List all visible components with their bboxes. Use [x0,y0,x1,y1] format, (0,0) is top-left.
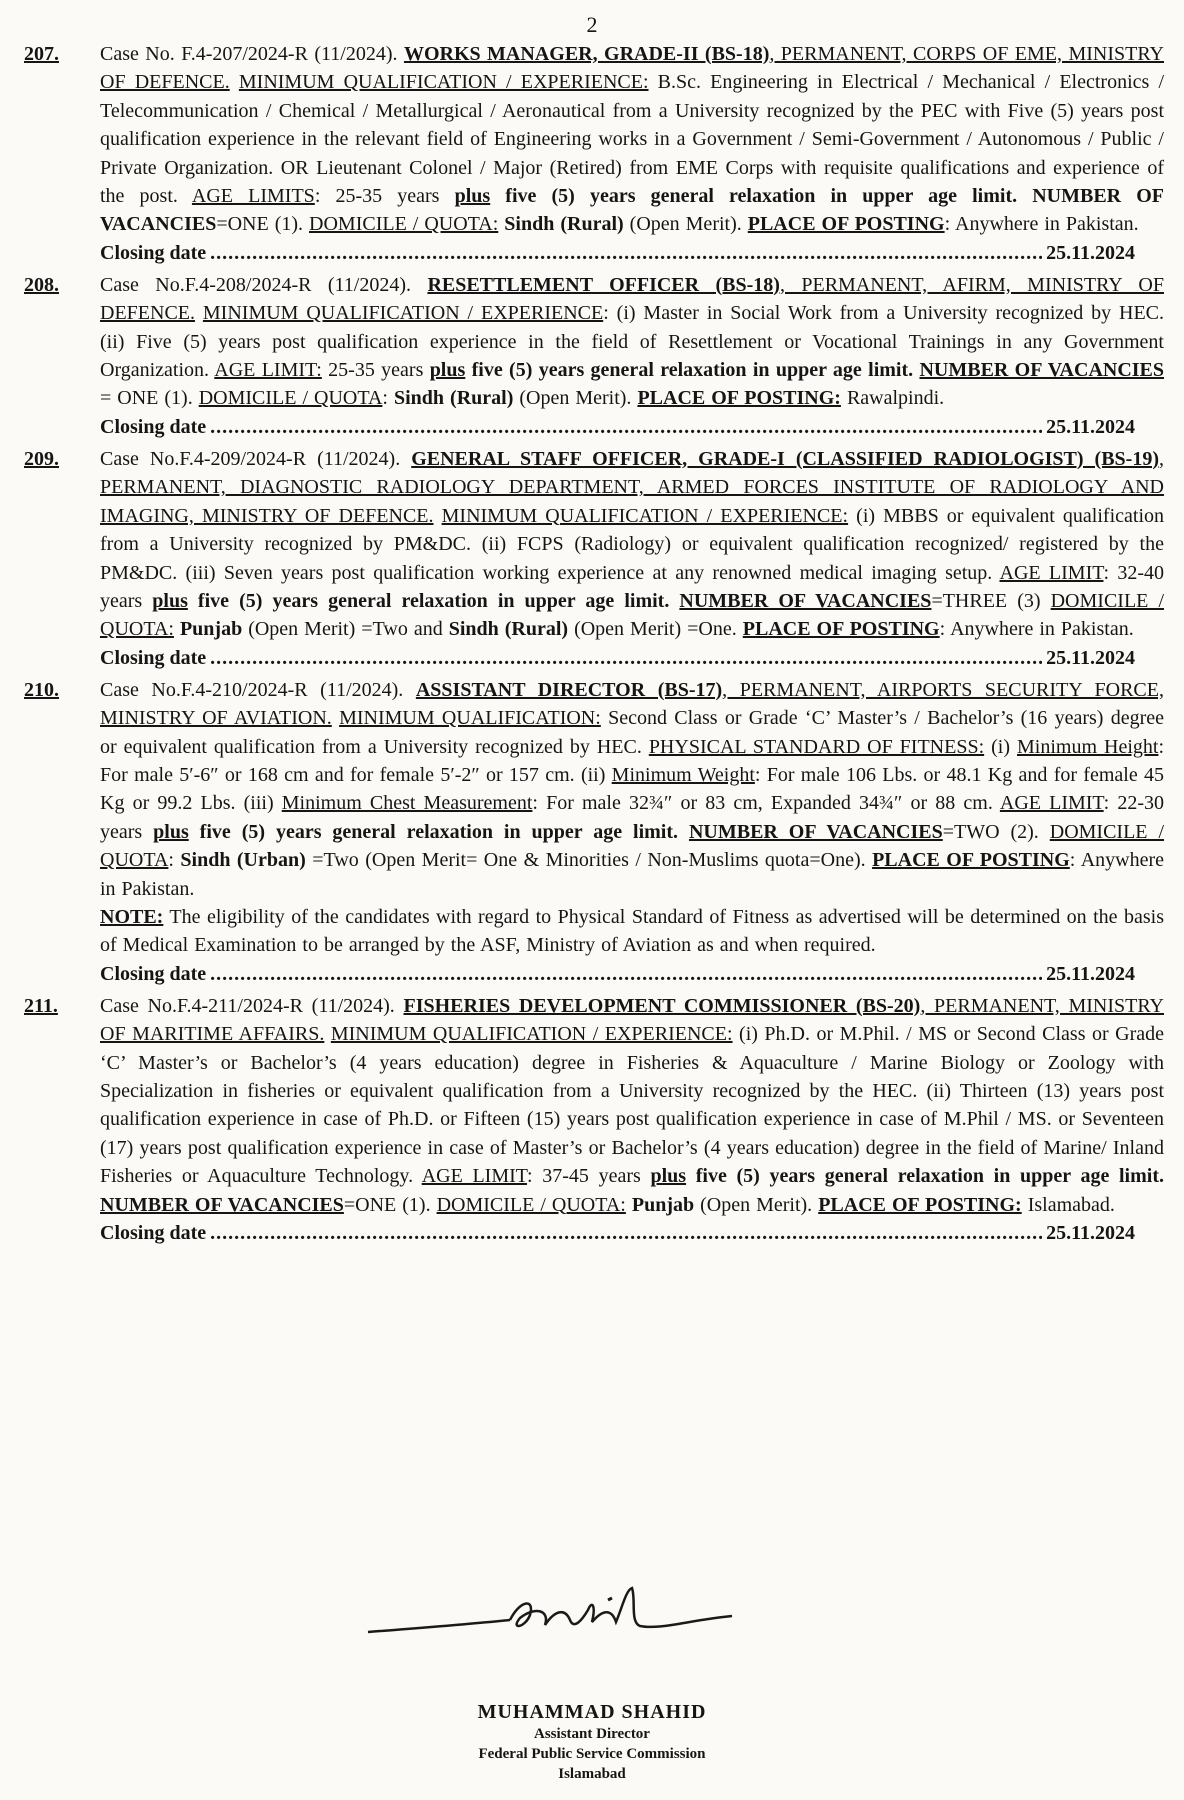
text-segment: NUMBER OF VACANCIES [919,359,1165,382]
text-segment: AGE LIMIT: [214,359,322,382]
closing-date-row [100,960,1135,988]
case-entry [24,40,1164,267]
text-segment: The eligibility of the candidates with regard to Physical Standard of Fitness as advertised will be determined on the basis of Medical Examination to be arranged by the ASF, Ministry of Aviation as and when required. [100,905,1164,957]
text-segment: FISHERIES DEVELOPMENT COMMISSIONER (BS-20) [403,994,921,1017]
text-segment: five (5) years general relaxation in upper age limit. NUMBER OF VACANCIES [100,185,1165,236]
text-segment: Minimum Weight [611,763,755,786]
text-segment: five (5) years general relaxation in upper age limit. [686,1165,1164,1188]
officer-block [0,1700,1184,1784]
text-segment: NUMBER OF VACANCIES [679,589,932,612]
text-segment: , PERMANENT, AIRPORTS SECURITY FORCE, MINISTRY OF AVIATION. [100,678,1164,730]
text-segment: (i) MBBS or equivalent qualification from a University recognized by PM&DC. (ii) FCPS (Radiology) or equivalent qualification recognized/ registered by the PM&DC. (iii) Seven years post qualification working experience at any renowned medical imaging setup. [100,504,1165,584]
text-segment: NUMBER OF VACANCIES [688,820,943,843]
closing-date-value: 25.11.2024 [1046,241,1135,264]
text-segment: : 25-35 years [314,185,455,208]
text-segment: Sindh (Urban) [180,849,306,872]
text-segment: GENERAL STAFF OFFICER, GRADE-I (CLASSIFIED RADIOLOGIST) (BS-19) [411,447,1159,470]
text-segment: =ONE (1). [216,213,310,236]
case-number: 209. [24,447,59,470]
case-description [100,271,1164,413]
text-segment: WORKS MANAGER, GRADE-II (BS-18) [403,43,770,65]
text-segment: Minimum Chest Measurement [281,792,533,815]
text-segment: five (5) years general relaxation in upper age limit. [187,589,680,612]
text-segment: 25-35 years [321,359,430,382]
text-segment: NUMBER OF VACANCIES [100,1193,344,1216]
text-segment: : For male 32¾″ or 83 cm, Expanded 34¾″ or 88 cm. [532,792,1000,815]
text-segment: PLACE OF POSTING [872,849,1070,872]
officer-city: Islamabad [558,1766,626,1782]
text-segment: Sindh (Rural) [448,618,569,641]
closing-date-label: Closing date [100,962,207,985]
text-segment: , PERMANENT, CORPS OF EME, MINISTRY OF DEFENCE. [100,43,1165,94]
text-segment: , PERMANENT, AFIRM, MINISTRY OF DEFENCE. [100,273,1164,325]
text-segment: B.Sc. Engineering in Electrical / Mechanical / Electronics / Telecommunication / Chemical / Metallurgical / Aeronautical from a University recognized by the PEC with Five (5) years post qualification experience in the relevant field of Engineering works in a Government / Semi-Government / Autonomous / Public / Private Organization. OR Lieutenant Colonel / Major (Retired) from EME Corps with requisite qualifications and experience of the post. [100,71,1165,208]
case-list [24,40,1164,1251]
text-segment: DOMICILE / QUOTA: [436,1193,626,1216]
text-segment: Case No. F.4-207/2024-R (11/2024). [100,43,404,65]
text-segment: =ONE (1). [343,1193,437,1216]
closing-date-value: 25.11.2024 [1046,962,1135,985]
text-segment: (Open Merit) =Two and [242,618,449,641]
text-segment: MINIMUM QUALIFICATION / EXPERIENCE: [238,71,649,94]
text-segment: =Two (Open Merit= One & Minorities / Non-Muslims quota=One). [305,849,873,872]
closing-date-row [100,239,1135,267]
text-segment: five (5) years general relaxation in upper age limit. [188,820,689,843]
case-description [100,992,1164,1219]
text-segment: : Anywhere in Pakistan. [100,849,1164,900]
text-segment: MINIMUM QUALIFICATION / EXPERIENCE [202,302,604,325]
case-description [100,40,1164,239]
text-segment [434,505,442,527]
dot-leader [210,413,1042,441]
case-number: 210. [24,678,59,701]
text-segment: Minimum Height [1017,735,1159,758]
text-segment: Rawalpindi. [840,387,945,410]
text-segment [195,302,203,324]
text-segment: : Anywhere in Pakistan. [944,213,1139,236]
text-segment: Islamabad. [1021,1193,1115,1216]
text-segment: MINIMUM QUALIFICATION / EXPERIENCE: [330,1023,733,1046]
text-segment: DOMICILE / QUOTA [198,387,383,410]
text-segment: : For male 106 Lbs. or 48.1 Kg and for female 45 Kg or 99.2 Lbs. (iii) [100,763,1164,815]
text-segment: Punjab [631,1193,695,1216]
officer-organization: Federal Public Service Commission [478,1746,706,1762]
text-segment: AGE LIMIT [999,561,1104,584]
text-segment: MINIMUM QUALIFICATION: [339,707,601,730]
closing-date-row [100,413,1135,441]
closing-date-label: Closing date [100,241,207,264]
text-segment: NOTE: [100,905,164,928]
text-segment: Sindh (Rural) [393,387,514,410]
text-segment: AGE LIMIT [421,1165,528,1188]
case-description [100,676,1164,903]
text-segment: Case No.F.4-208/2024-R (11/2024). [100,273,428,296]
signature-scribble [360,1570,740,1660]
dot-leader [210,1219,1042,1247]
text-segment: five (5) years general relaxation in upper age limit. [465,359,920,382]
text-segment: Case No.F.4-209/2024-R (11/2024). [100,447,412,470]
text-segment: AGE LIMIT [999,792,1104,815]
dot-leader [210,644,1042,672]
closing-date-label: Closing date [100,646,207,669]
text-segment: (Open Merit). [623,213,748,236]
text-segment: (i) [984,735,1017,758]
text-segment: PLACE OF POSTING [747,213,945,236]
text-segment: plus [429,359,466,382]
text-segment: RESETTLEMENT OFFICER (BS-18) [427,273,780,296]
case-note [100,903,1164,960]
closing-date-row [100,644,1135,672]
closing-date-value: 25.11.2024 [1046,1222,1135,1245]
text-segment: : (i) Master in Social Work from a University recognized by HEC. (ii) Five (5) years post qualification experience in the field of Resettlement or Vocational Trainings in any Government Organization. [100,302,1164,382]
case-number: 207. [24,43,59,65]
text-segment [230,71,239,93]
text-segment: , PERMANENT, MINISTRY OF MARITIME AFFAIRS. [100,994,1165,1046]
text-segment: ASSISTANT DIRECTOR (BS-17) [415,678,723,701]
text-segment: plus [152,589,188,612]
officer-designation: Assistant Director [534,1726,650,1742]
text-segment: plus [454,185,491,208]
case-entry [24,676,1164,988]
signature [360,1570,740,1660]
text-segment: : [382,387,394,410]
dot-leader [210,239,1042,267]
text-segment: plus [650,1165,687,1188]
text-segment [332,707,339,729]
text-segment: AGE LIMITS [191,185,315,208]
text-segment: (Open Merit). [513,387,638,410]
text-segment: Case No.F.4-211/2024-R (11/2024). [100,994,404,1017]
case-entry [24,992,1164,1247]
text-segment: : 22-30 years [100,792,1165,843]
closing-date-value: 25.11.2024 [1046,646,1135,669]
text-segment: PLACE OF POSTING [742,618,940,641]
closing-date-label: Closing date [100,1222,207,1245]
text-segment: Second Class or Grade ‘C’ Master’s / Bachelor’s (16 years) degree or equivalent qualification from a University recognized by HEC. [100,707,1165,758]
dot-leader [210,960,1042,988]
officer-name: MUHAMMAD SHAHID [477,1701,707,1723]
text-segment: Punjab [179,618,243,641]
text-segment: DOMICILE / QUOTA: [100,589,1164,641]
text-segment: (Open Merit). [694,1193,819,1216]
case-entry [24,271,1164,441]
text-segment: Sindh (Rural) [498,213,624,236]
text-segment: : 37-45 years [527,1165,651,1188]
case-number: 208. [24,273,59,296]
text-segment: , PERMANENT, DIAGNOSTIC RADIOLOGY DEPARTMENT, ARMED FORCES INSTITUTE OF RADIOLOGY AND IMAGING, MINISTRY OF DEFENCE. [100,447,1164,527]
closing-date-value: 25.11.2024 [1046,415,1135,438]
text-segment: PHYSICAL STANDARD OF FITNESS: [648,735,985,758]
case-entry [24,445,1164,672]
text-segment: = ONE (1). [100,387,199,410]
text-segment: MINIMUM QUALIFICATION / EXPERIENCE: [441,504,849,527]
text-segment: =THREE (3) [931,589,1051,612]
closing-date-row [100,1219,1135,1247]
text-segment: Case No.F.4-210/2024-R (11/2024). [100,678,416,701]
text-segment: plus [153,820,189,843]
text-segment: PLACE OF POSTING: [818,1193,1022,1216]
case-number: 211. [24,994,58,1017]
text-segment: PLACE OF POSTING: [637,387,841,410]
text-segment: DOMICILE / QUOTA: [309,213,499,236]
text-segment: : Anywhere in Pakistan. [939,618,1134,641]
text-segment: (i) Ph.D. or M.Phil. / MS or Second Class or Grade ‘C’ Master’s or Bachelor’s (4 years education) degree in Fisheries & Aquaculture / Marine Biology or Zoology with Specialization in fisheries or equivalent qualification from a University recognized by the HEC. (ii) Thirteen (13) years post qualification experience in case of Ph.D. or Fifteen (15) years post qualification experience in case of M.Phil / MS. or Seventeen (17) years post qualification experience in case of Master’s or Bachelor’s (4 years education) degree in the field of Marine/ Inland Fisheries or Aquaculture Technology. [100,1023,1164,1188]
text-segment: : [168,849,181,872]
text-segment: DOMICILE / QUOTA [100,820,1165,872]
text-segment: : 32-40 years [100,561,1164,612]
closing-date-label: Closing date [100,415,207,438]
text-segment: (Open Merit) =One. [568,618,743,641]
text-segment: =TWO (2). [942,820,1050,843]
text-segment: : For male 5′-6″ or 168 cm and for female 5′-2″ or 157 cm. (ii) [100,735,1164,786]
page-number: 2 [586,12,598,37]
case-description [100,445,1164,644]
